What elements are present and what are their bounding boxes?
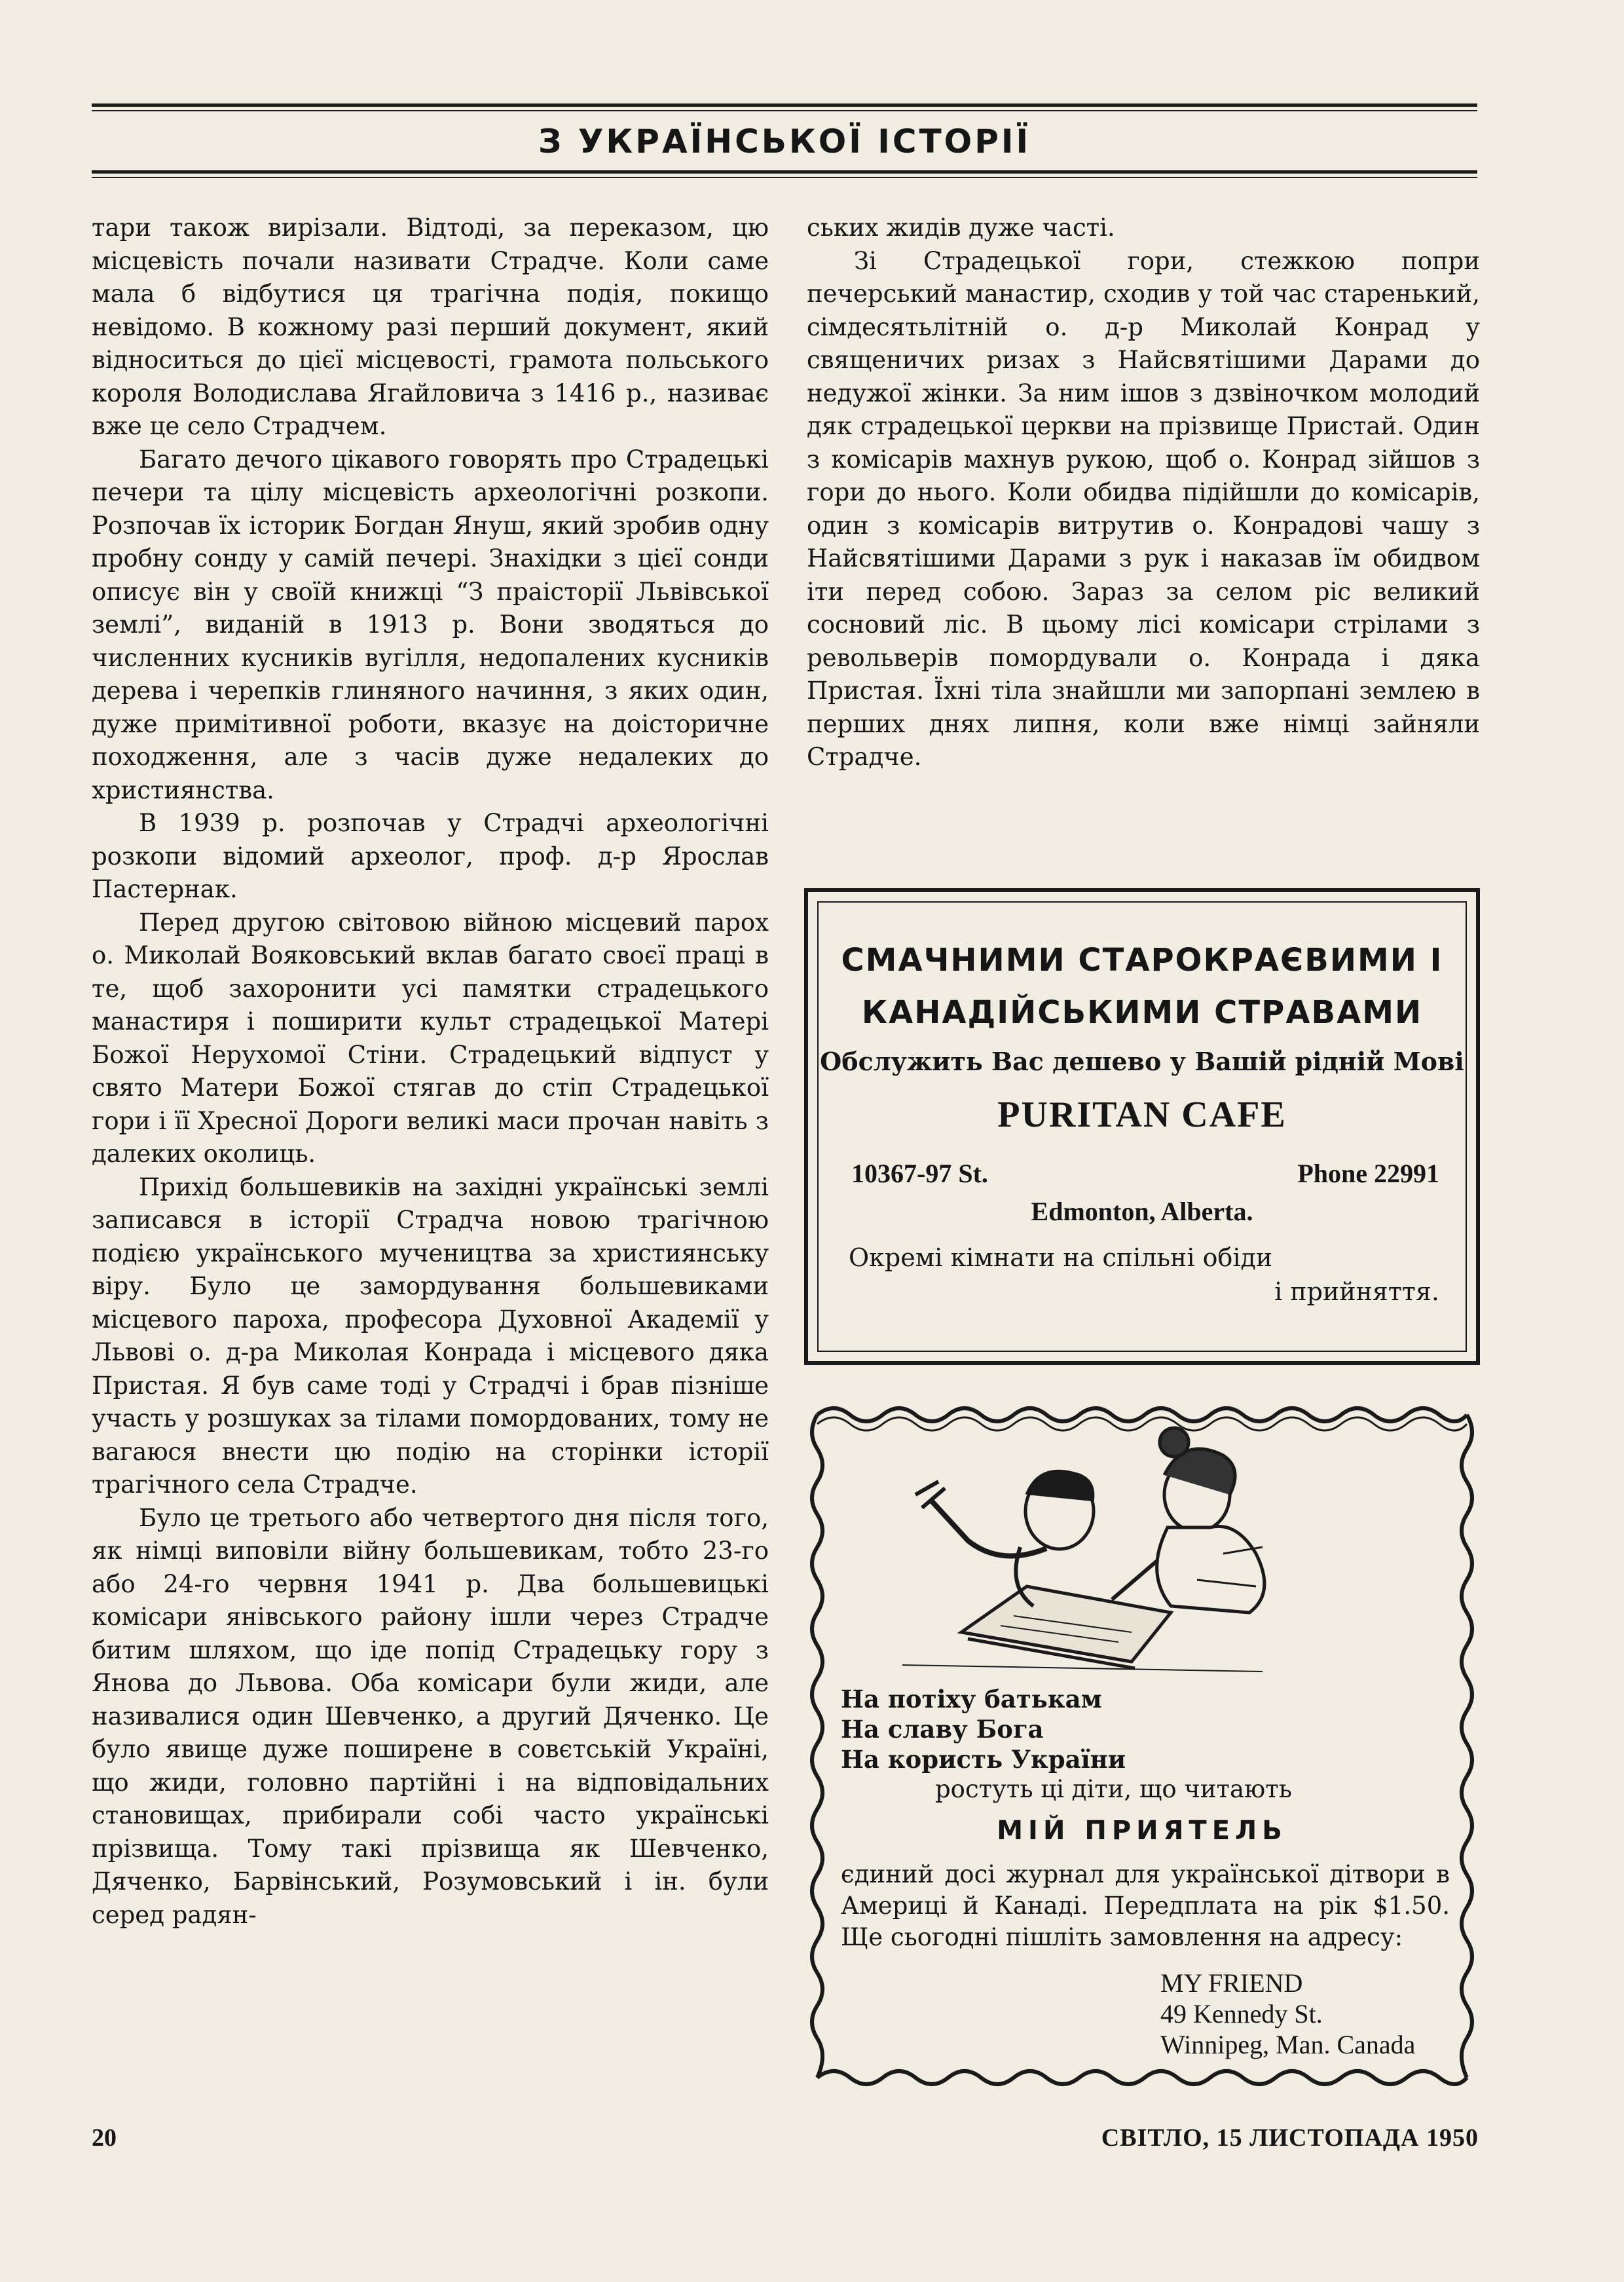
paragraph: Багато дечого цікавого говорять про Страдецькі печери та цілу місцевість археологічні розкопи. Розпочав їх історик Богдан Януш, який зробив одну пробну сонду у самій печері. Знахідки з цієї сонди описує він у своїй книжці “З праісторії Львівської землі”, виданій в 1913 р. Вони зводяться до численних кусників вугілля, недопалених кусників дерева і черепків глиняного начиння, з яких один, дуже примітивної роботи, вказує на доісторичне походження, але з часів дуже недалеких до християнства. <box>92 445 769 804</box>
paragraph: Було це третього або четвертого дня після того, як німці виповіли війну большевикам, тобто 23-го або 24-го червня 1941 р. Два большевицькі комісари янівського району ішли через Страдче битим шляхом, що іде попід Страдецьку гору з Янова до Львова. Оба комісари були жиди, але називалися один Шевченко, а другий Дяченко. Це було явище дуже поширене в совєтській Україні, що жиди, головно партійні і на відповідальних становищах, прибирали собі часто українські прізвища. Тому такі прізвища як Шевченко, Дяченко, Барвінський, Розумовський і ін. були серед радян- <box>92 1503 769 1929</box>
address-line-1: MY FRIEND <box>1160 1968 1303 1998</box>
article-column-left <box>92 212 769 1932</box>
cafe-city: Edmonton, Alberta. <box>1031 1197 1253 1226</box>
cafe-phone: Phone 22991 <box>1297 1159 1439 1188</box>
children-reading-illustration <box>902 1428 1264 1672</box>
ad-tagline-1: На потіху батькам <box>841 1685 1102 1713</box>
ad-tagline-2: На славу Бога <box>841 1715 1044 1744</box>
paragraph: ських жидів дуже часті. <box>807 214 1115 242</box>
page-header <box>92 103 1477 178</box>
ad-headline-1: СМАЧНИМИ СТАРОКРАЄВИМИ І <box>841 942 1443 979</box>
magazine-description-text: єдиний досі журнал для української дітвори в Америці й Канаді. Передплата на рік $1.50. Ще сьогодні пішліть замовлення на адресу: <box>841 1860 1450 1951</box>
paragraph: тари також вирізали. Відтоді, за переказом, цю місцевість почали називати Страдче. Коли саме мала б відбутися ця трагічна подія, покищо невідомо. В кожному разі перший документ, який відноситься до цієї місцевості, грамота польського короля Володислава Ягайловича з 1416 р., називає вже це село Страдчем. <box>92 214 769 440</box>
ad-note-line-1: Окремі кімнати на спільні обіди <box>849 1243 1273 1272</box>
header-rule-bottom-thin <box>92 177 1477 178</box>
issue-info: СВІТЛО, 15 ЛИСТОПАДА 1950 <box>1101 2124 1479 2152</box>
ad-tagline-3: На користь України <box>841 1745 1126 1774</box>
paragraph: Прихід большевиків на західні українські землі записався в історії Страдча новою трагічною подією українського мучеництва за християнську віру. Було це замордування большевиками місцевого пароха, професора Духовної Академії у Львові о. д-ра Миколая Конрада і місцевого дяка Пристая. Я був саме тоді у Страдчі і брав пізніше участь у розшуках за тілами помордованих, тому не вагаюся внести цю подію на сторінки історії трагічного села Страдче. <box>92 1172 769 1499</box>
paragraph: Перед другою світовою війною місцевий парох о. Миколай Вояковський вклав багато своєї праці в те, щоб захоронити усі памятки страдецького манастиря і поширити культ страдецької Матері Божої Нерухомої Стіни. Страдецький відпуст у свято Матери Божої стягав до стіп Страдецької гори і її Хресної Дороги великі маси прочан навіть з далеких околиць. <box>92 908 769 1168</box>
section-title: З УКРАЇНСЬКОЇ ІСТОРІЇ <box>538 122 1031 160</box>
magazine-address <box>1113 1968 1415 2060</box>
header-rule-bottom <box>92 170 1477 174</box>
ad-inner-border <box>817 901 1467 1352</box>
header-rule-top-thin <box>92 110 1477 111</box>
ad-tagline-4: ростуть ці діти, що читають <box>935 1775 1292 1803</box>
address-line-3: Winnipeg, Man. Canada <box>1160 2030 1416 2059</box>
magazine-description <box>841 1859 1450 1953</box>
my-friend-magazine-ad <box>804 1396 1480 2091</box>
paragraph: В 1939 р. розпочав у Страдчі археологічні розкопи відомий археолог, проф. д-р Ярослав Пастернак. <box>92 809 769 903</box>
cafe-address: 10367-97 St. <box>851 1159 988 1188</box>
ad-subline: Обслужить Вас дешево у Вашій рідній Мові <box>820 1047 1464 1076</box>
header-rule-top <box>92 103 1477 107</box>
address-line-2: 49 Kennedy St. <box>1160 1999 1323 2029</box>
paragraph: Зі Страдецької гори, стежкою попри печерський манастир, сходив у той час старенький, сімдесятьлітній о. д-р Миколай Конрад у священичих ризах з Найсвятішими Дарами до недужої жінки. За ним ішов з дзвіночком молодий дяк страдецької церкви на прізвище Пристай. Один з комісарів махнув рукою, щоб о. Конрад зійшов з гори до нього. Коли обидва підійшли до комісарів, один з комісарів витрутив о. Конрадові чашу з Найсвятішими Дарами з рук і наказав їм обидвом іти перед собою. Зараз за селом ріс великий сосновий ліс. В цьому лісі комісари стрілами з револьверів помордували о. Конрада і дяка Пристая. Їхні тіла знайшли ми запорпані землею в перших днях липня, коли вже німці зайняли Страдче. <box>807 246 1480 771</box>
magazine-title: МІЙ ПРИЯТЕЛЬ <box>997 1816 1287 1846</box>
page-number: 20 <box>92 2124 117 2152</box>
ad-note-line-2: і прийняття. <box>1274 1277 1439 1306</box>
article-column-right <box>807 212 1480 774</box>
ad-headline-2: КАНАДІЙСЬКИМИ СТРАВАМИ <box>861 994 1423 1031</box>
puritan-cafe-ad <box>804 888 1480 1365</box>
cafe-name: PURITAN CAFE <box>997 1094 1287 1135</box>
